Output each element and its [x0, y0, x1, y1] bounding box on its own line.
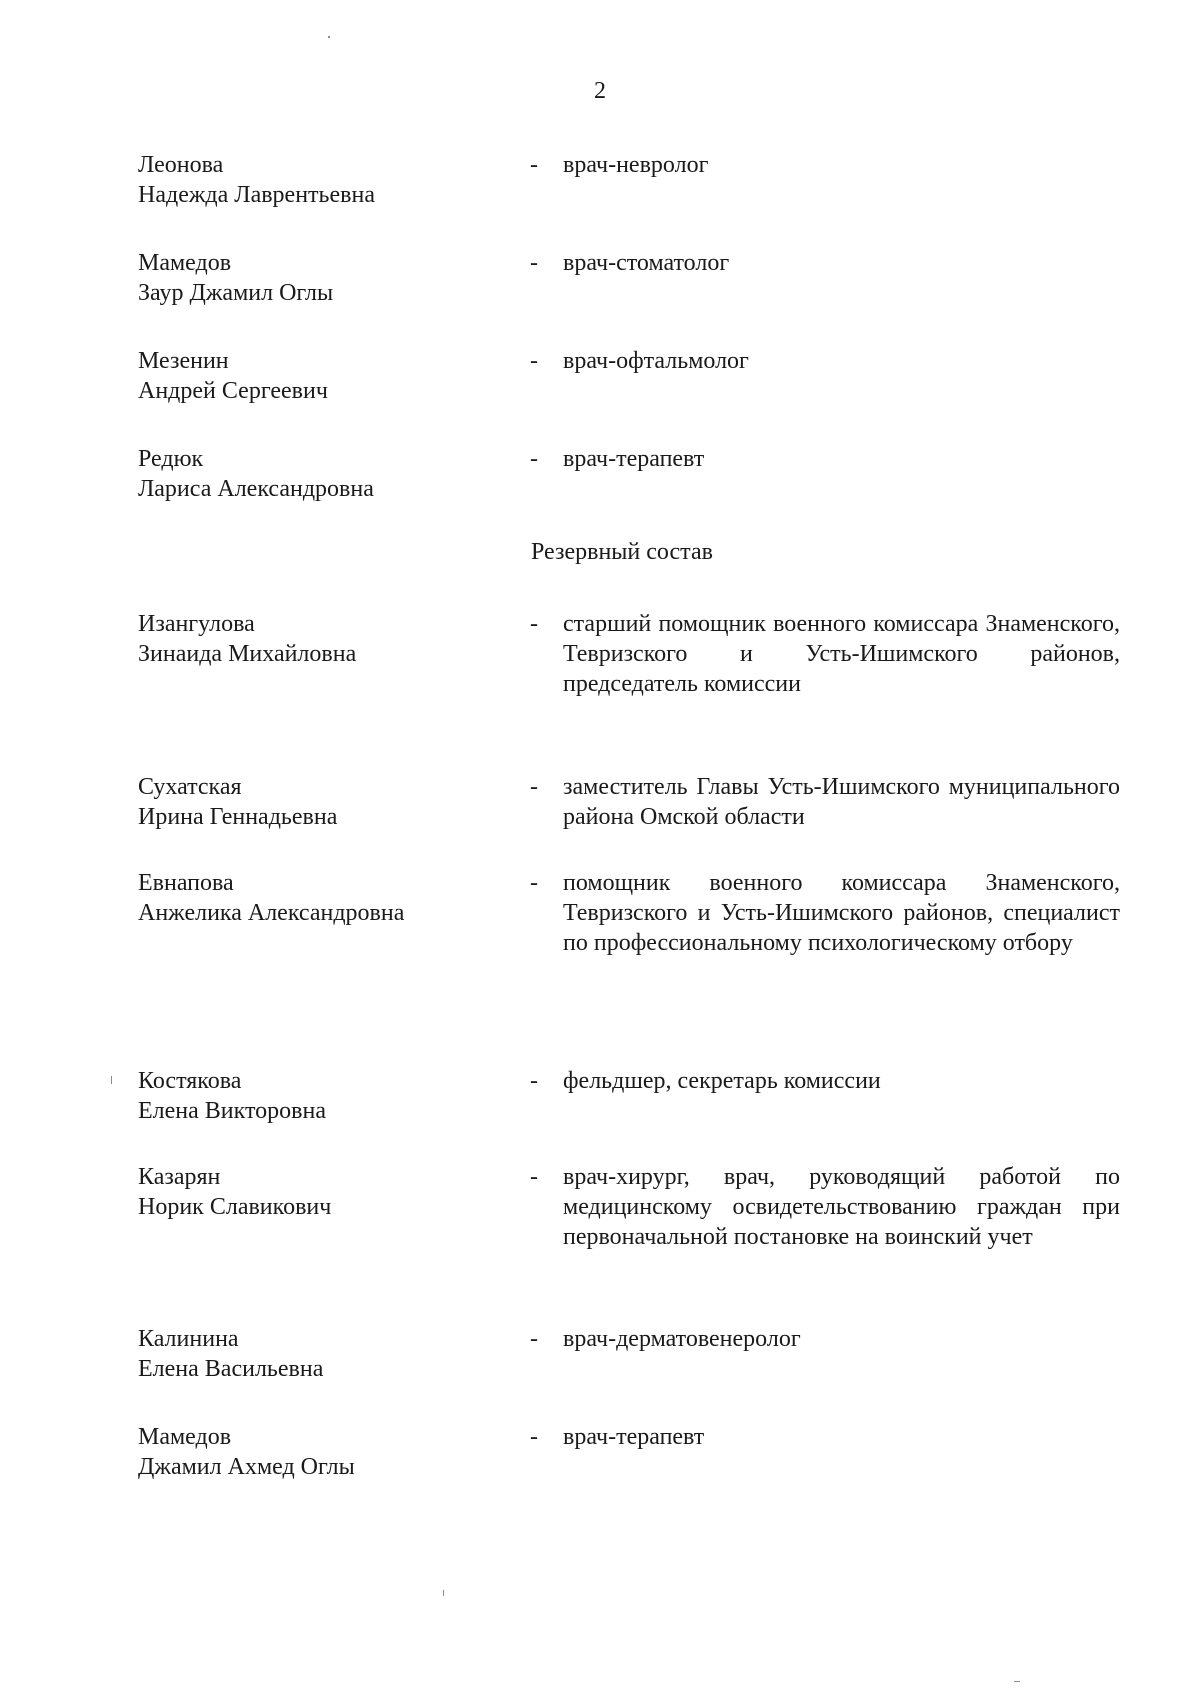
member-role: врач-невролог [563, 152, 709, 178]
member-name [138, 1066, 498, 1126]
member-given-names: Заур Джамил Оглы [138, 280, 334, 306]
list-dash: - [530, 446, 538, 472]
list-dash: - [530, 1068, 538, 1094]
member-surname: Евнапова [138, 870, 234, 896]
member-given-names: Елена Васильевна [138, 1356, 324, 1382]
page-number: 2 [594, 78, 606, 104]
member-given-names: Джамил Ахмед Оглы [138, 1454, 355, 1480]
member-name [138, 248, 498, 308]
list-dash: - [530, 870, 538, 896]
scan-speck [328, 36, 330, 38]
member-name [138, 346, 498, 406]
member-given-names: Норик Славикович [138, 1194, 332, 1220]
member-role: помощник военного комиссара Знаменского, Тевризского и Усть-Ишимского районов, специалист по профессиональному психологическому отбору [563, 870, 1120, 956]
scan-speck [1014, 1681, 1020, 1682]
member-given-names: Зинаида Михайловна [138, 641, 357, 667]
section-title-reserve: Резервный состав [531, 539, 713, 565]
list-dash: - [530, 250, 538, 276]
member-given-names: Ирина Геннадьевна [138, 804, 338, 830]
member-name [138, 772, 498, 832]
member-role: врач-стоматолог [563, 250, 730, 276]
member-role: заместитель Главы Усть-Ишимского муниципального района Омской области [563, 774, 1120, 830]
member-role: врач-дерматовенеролог [563, 1326, 801, 1352]
list-dash: - [530, 774, 538, 800]
member-name [138, 150, 498, 210]
member-surname: Мамедов [138, 1424, 232, 1450]
list-dash: - [530, 1326, 538, 1352]
member-surname: Костякова [138, 1068, 242, 1094]
member-given-names: Надежда Лаврентьевна [138, 182, 375, 208]
member-surname: Сухатская [138, 774, 242, 800]
member-given-names: Андрей Сергеевич [138, 378, 328, 404]
member-role: врач-терапевт [563, 446, 705, 472]
member-surname: Изангулова [138, 611, 255, 637]
member-surname: Казарян [138, 1164, 221, 1190]
member-given-names: Елена Викторовна [138, 1098, 326, 1124]
member-surname: Редюк [138, 446, 204, 472]
list-dash: - [530, 611, 538, 637]
member-surname: Леонова [138, 152, 224, 178]
member-name [138, 868, 498, 928]
member-role: старший помощник военного комиссара Знаменского, Тевризского и Усть-Ишимского районов, председатель комиссии [563, 611, 1120, 697]
member-given-names: Анжелика Александровна [138, 900, 405, 926]
member-surname: Мамедов [138, 250, 232, 276]
member-role: врач-терапевт [563, 1424, 705, 1450]
member-role: фельдшер, секретарь комиссии [563, 1068, 881, 1094]
member-given-names: Лариса Александровна [138, 476, 374, 502]
member-name [138, 1324, 498, 1384]
scan-speck [111, 1076, 112, 1084]
scan-speck [443, 1590, 444, 1596]
list-dash: - [530, 1164, 538, 1190]
member-name [138, 609, 498, 669]
member-role: врач-хирург, врач, руководящий работой по медицинскому освидетельствованию граждан при первоначальной постановке на воинский учет [563, 1164, 1120, 1250]
member-role: врач-офтальмолог [563, 348, 749, 374]
member-name [138, 1162, 498, 1222]
list-dash: - [530, 348, 538, 374]
member-name [138, 444, 498, 504]
member-surname: Мезенин [138, 348, 229, 374]
member-name [138, 1422, 498, 1482]
member-surname: Калинина [138, 1326, 239, 1352]
list-dash: - [530, 1424, 538, 1450]
list-dash: - [530, 152, 538, 178]
